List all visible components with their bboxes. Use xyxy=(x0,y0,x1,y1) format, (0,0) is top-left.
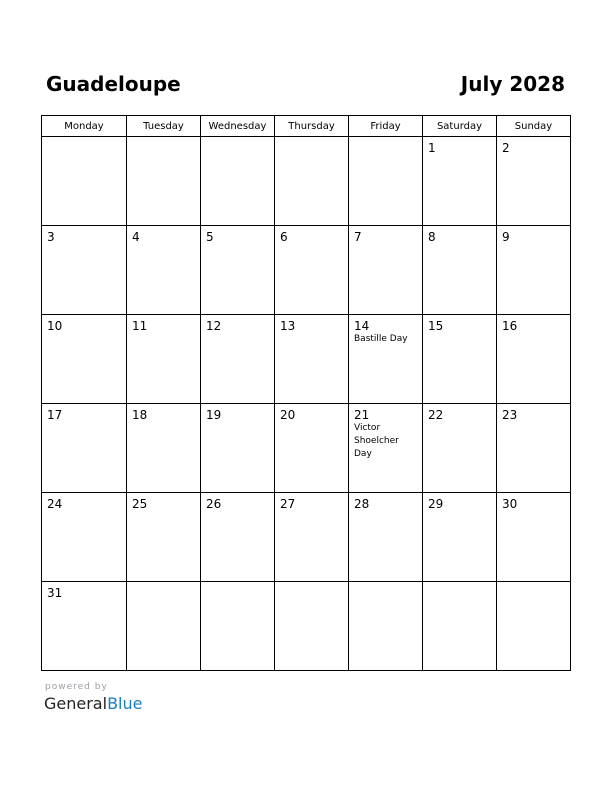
day-number: 17 xyxy=(47,408,63,422)
day-cell xyxy=(349,226,423,315)
day-cell xyxy=(423,137,497,226)
day-number xyxy=(201,582,274,586)
brand-logo[interactable] xyxy=(44,694,142,714)
day-number: 27 xyxy=(280,497,296,511)
day-cell xyxy=(423,582,497,671)
day-number: 18 xyxy=(132,408,148,422)
day-cell xyxy=(201,226,275,315)
day-cell xyxy=(127,493,201,582)
day-cell xyxy=(423,315,497,404)
day-number: 3 xyxy=(47,230,55,244)
day-number xyxy=(127,137,200,141)
day-cell xyxy=(497,226,571,315)
day-number: 28 xyxy=(354,497,370,511)
day-cell xyxy=(201,493,275,582)
weekday-header-sunday: Sunday xyxy=(497,116,571,137)
day-number: 6 xyxy=(280,230,288,244)
day-number: 12 xyxy=(206,319,222,333)
weekday-header-monday: Monday xyxy=(42,116,127,137)
day-cell xyxy=(275,315,349,404)
day-cell xyxy=(42,226,127,315)
holiday-label: Victor Shoelcher Day xyxy=(354,423,399,459)
country-title: Guadeloupe xyxy=(46,72,181,96)
day-cell xyxy=(349,404,423,493)
day-number: 13 xyxy=(280,319,296,333)
day-cell xyxy=(42,404,127,493)
week-row xyxy=(42,226,571,315)
day-cell xyxy=(127,226,201,315)
week-row xyxy=(42,404,571,493)
day-cell xyxy=(127,404,201,493)
day-cell xyxy=(127,582,201,671)
day-number xyxy=(423,582,496,586)
weekday-header-tuesday: Tuesday xyxy=(127,116,201,137)
brand-blue-text: Blue xyxy=(107,694,143,713)
day-number xyxy=(275,582,348,586)
day-cell xyxy=(349,582,423,671)
powered-by-text: powered by xyxy=(45,682,108,692)
day-number: 7 xyxy=(354,230,362,244)
day-cell xyxy=(497,582,571,671)
day-cell xyxy=(201,137,275,226)
day-cell xyxy=(349,315,423,404)
day-number: 31 xyxy=(47,586,63,600)
day-cell xyxy=(275,404,349,493)
day-number: 10 xyxy=(47,319,63,333)
day-cell xyxy=(201,582,275,671)
day-cell xyxy=(201,404,275,493)
day-cell xyxy=(201,315,275,404)
day-cell xyxy=(423,404,497,493)
day-cell xyxy=(497,137,571,226)
day-number xyxy=(201,137,274,141)
week-row xyxy=(42,315,571,404)
day-cell xyxy=(349,137,423,226)
day-cell xyxy=(423,493,497,582)
calendar-grid xyxy=(41,115,571,671)
week-row xyxy=(42,582,571,671)
day-cell xyxy=(275,226,349,315)
day-cell xyxy=(275,137,349,226)
day-number: 29 xyxy=(428,497,444,511)
weekday-header-saturday: Saturday xyxy=(423,116,497,137)
day-cell xyxy=(42,315,127,404)
day-number: 26 xyxy=(206,497,222,511)
day-cell xyxy=(42,493,127,582)
day-number: 22 xyxy=(428,408,444,422)
day-cell xyxy=(42,137,127,226)
week-row xyxy=(42,137,571,226)
day-number: 24 xyxy=(47,497,63,511)
day-number: 8 xyxy=(428,230,436,244)
weekday-header-friday: Friday xyxy=(349,116,423,137)
day-number: 16 xyxy=(502,319,518,333)
day-number: 14 xyxy=(354,319,370,333)
day-number xyxy=(42,137,126,141)
day-cell xyxy=(127,137,201,226)
day-cell xyxy=(42,582,127,671)
day-cell xyxy=(275,582,349,671)
month-year-title: July 2028 xyxy=(460,72,565,96)
day-number: 11 xyxy=(132,319,148,333)
day-number: 1 xyxy=(428,141,436,155)
day-cell xyxy=(497,404,571,493)
week-row xyxy=(42,493,571,582)
day-number xyxy=(127,582,200,586)
day-cell xyxy=(127,315,201,404)
day-number: 9 xyxy=(502,230,510,244)
day-number: 23 xyxy=(502,408,518,422)
day-number: 19 xyxy=(206,408,222,422)
day-number: 5 xyxy=(206,230,214,244)
day-number: 15 xyxy=(428,319,444,333)
day-cell xyxy=(497,315,571,404)
brand-general-text: General xyxy=(44,694,108,713)
day-number: 20 xyxy=(280,408,296,422)
weekday-header-wednesday: Wednesday xyxy=(201,116,275,137)
holiday-label: Bastille Day xyxy=(354,334,408,344)
day-number xyxy=(349,582,422,586)
day-cell xyxy=(497,493,571,582)
footer-branding xyxy=(44,682,142,714)
day-number xyxy=(275,137,348,141)
day-cell xyxy=(275,493,349,582)
weekday-header-thursday: Thursday xyxy=(275,116,349,137)
day-number: 2 xyxy=(502,141,510,155)
day-number: 21 xyxy=(354,408,370,422)
weekday-header-row xyxy=(42,116,571,137)
day-number xyxy=(349,137,422,141)
day-number: 30 xyxy=(502,497,518,511)
day-cell xyxy=(349,493,423,582)
day-cell xyxy=(423,226,497,315)
day-number: 25 xyxy=(132,497,148,511)
day-number: 4 xyxy=(132,230,140,244)
day-number xyxy=(497,582,570,586)
